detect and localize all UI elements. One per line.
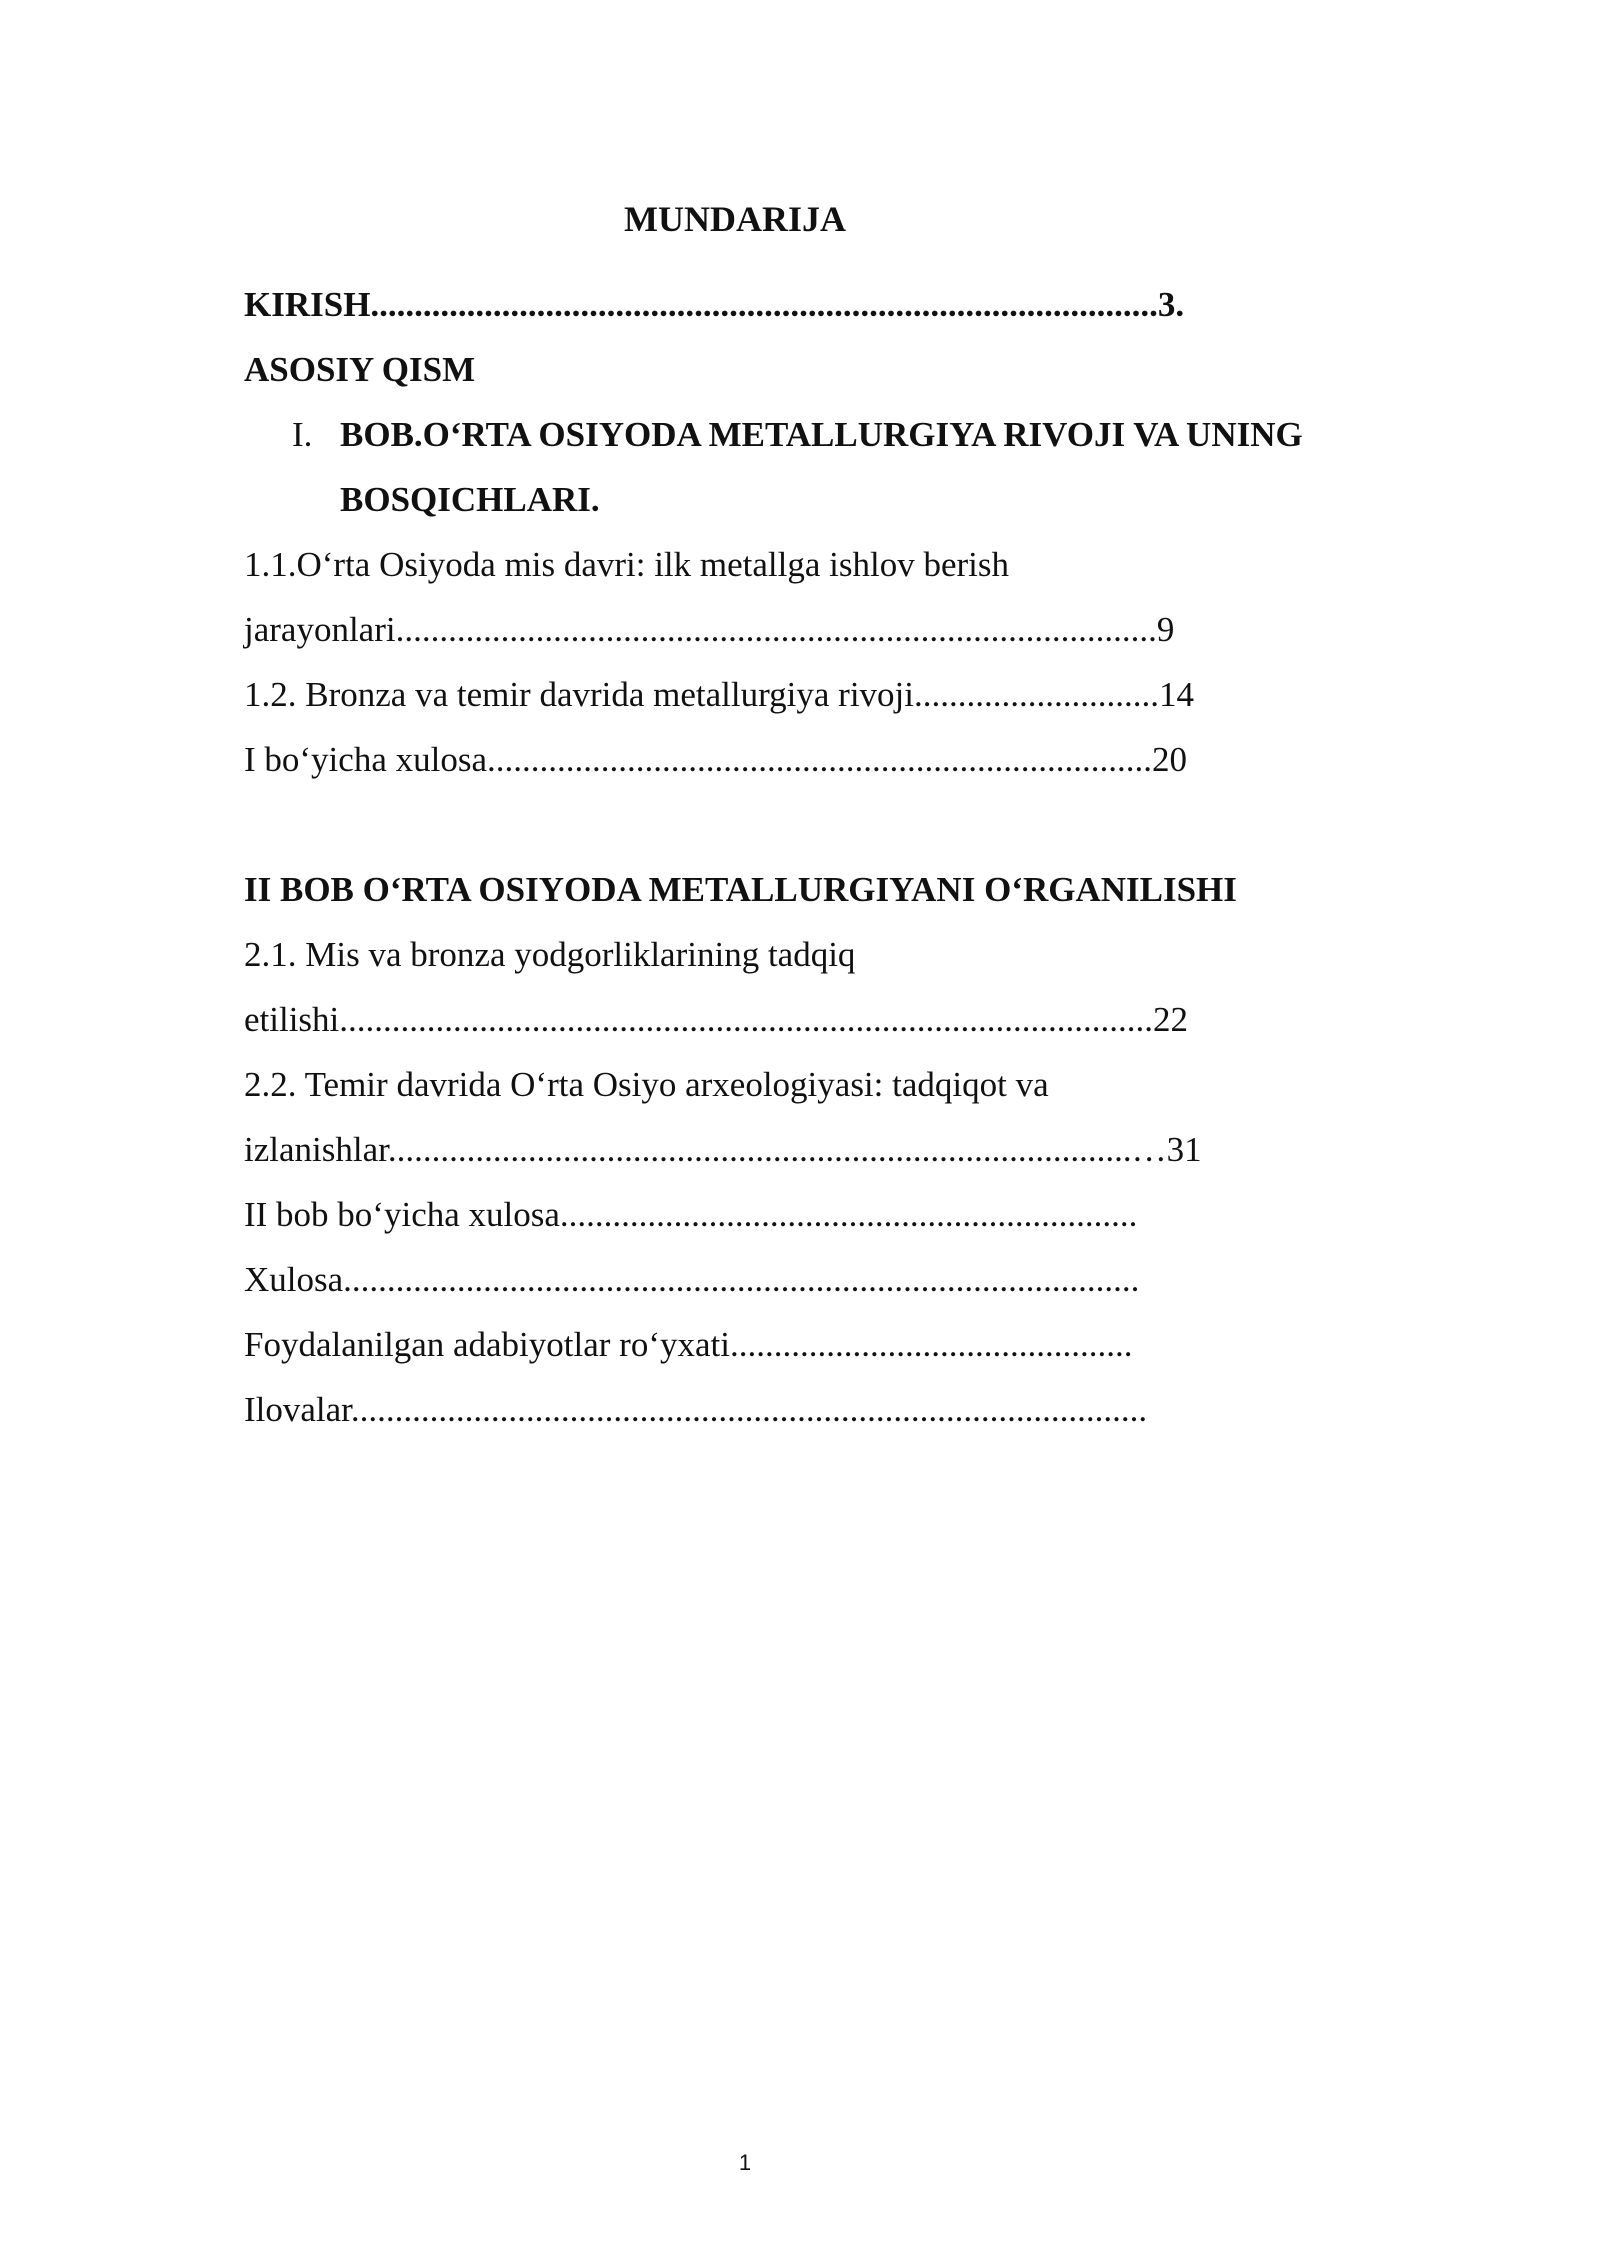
chapter-1-marker: I. bbox=[292, 415, 313, 454]
toc-entry-2-2-line1: 2.2. Temir davrida O‘rta Osiyo arxeologiyasi: tadqiqot va bbox=[244, 1065, 1049, 1104]
chapter-1-title-line1: BOB.O‘RTA OSIYODA METALLURGIYA RIVOJI VA UNING bbox=[340, 415, 1303, 454]
toc-section-heading: ASOSIY QISM bbox=[244, 350, 476, 389]
toc-entry-kirish: KIRISH..........................................................................................3. bbox=[244, 285, 1185, 324]
toc-entry-bibliography: Foydalanilgan adabiyotlar ro‘yxati.............................................. bbox=[244, 1325, 1133, 1364]
toc-entry-2-1-line1: 2.1. Mis va bronza yodgorliklarining tadqiq bbox=[244, 935, 856, 974]
toc-entry-2-2-line2: izlanishlar.....................................................................................…31 bbox=[244, 1130, 1202, 1169]
page-title: MUNDARIJA bbox=[624, 199, 846, 239]
toc-chapter-1-heading bbox=[292, 410, 1303, 460]
toc-entry-chapter-1-summary: I bo‘yicha xulosa............................................................................20 bbox=[244, 740, 1187, 779]
toc-entry-appendices: Ilovalar........................................................................................... bbox=[244, 1390, 1148, 1429]
toc-entry-2-1-line2: etilishi.............................................................................................22 bbox=[244, 1000, 1189, 1039]
toc-chapter-2-heading: II BOB O‘RTA OSIYODA METALLURGIYANI O‘RGANILISHI bbox=[244, 870, 1237, 909]
toc-entry-1-2: 1.2. Bronza va temir davrida metallurgiya rivoji............................14 bbox=[244, 675, 1194, 714]
toc-entry-chapter-2-summary: II bob bo‘yicha xulosa.................................................................. bbox=[244, 1195, 1138, 1234]
toc-entry-1-1-line1: 1.1.O‘rta Osiyoda mis davri: ilk metallga ishlov berish bbox=[244, 545, 1010, 584]
toc-entry-conclusion: Xulosa........................................................................................... bbox=[244, 1260, 1140, 1299]
toc-entry-1-1-line2: jarayonlari.......................................................................................9 bbox=[244, 610, 1175, 649]
page-number: 1 bbox=[738, 2150, 752, 2175]
chapter-1-title-line2: BOSQICHLARI. bbox=[340, 480, 600, 519]
